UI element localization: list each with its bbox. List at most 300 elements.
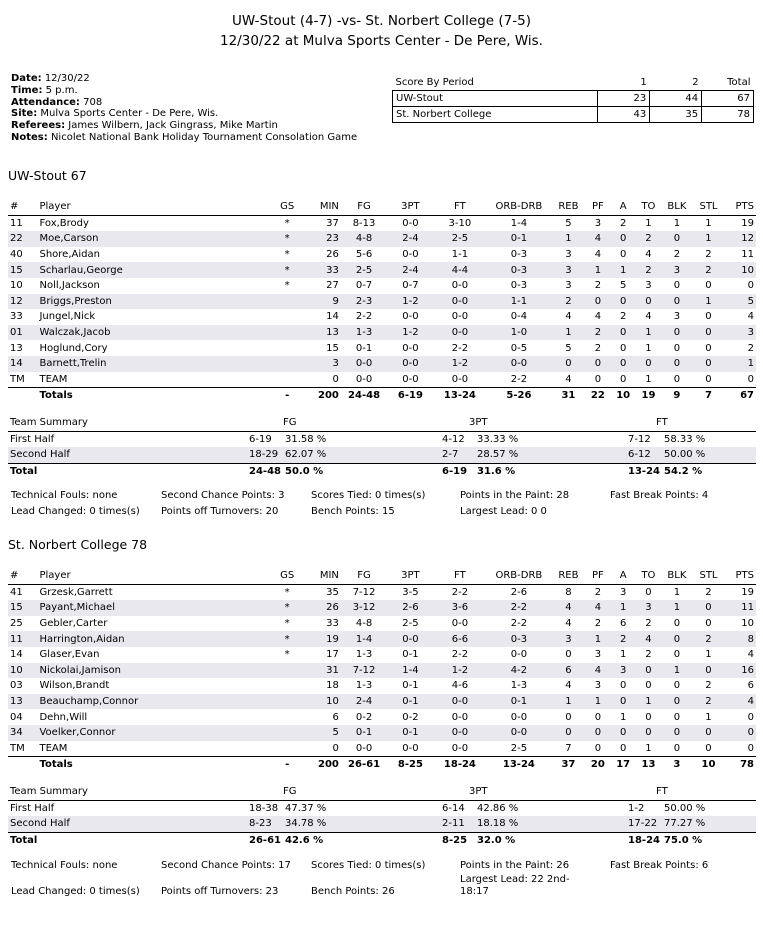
cell-player: TEAM: [39, 742, 68, 754]
cell-reb: 3: [565, 280, 572, 292]
player-row: [8, 356, 756, 372]
cell-fg: 4-8: [341, 231, 387, 247]
cell-blk: 0: [673, 711, 681, 723]
player-row: [8, 247, 756, 263]
summary-ft-header: FT: [656, 786, 668, 797]
cell-pts: 12: [724, 231, 756, 247]
cell-to: 1: [636, 325, 661, 341]
cell-fg: 0-1: [341, 725, 387, 741]
points-off-turnovers: Points off Turnovers: 20: [161, 506, 279, 517]
bench-points: Bench Points: 15: [311, 506, 395, 517]
cell-number: 03: [10, 680, 23, 692]
cell-ft: 18-24: [434, 757, 487, 773]
cell-three-pt: 1-2: [387, 294, 433, 310]
player-row: [8, 631, 756, 647]
cell-number: TM: [10, 742, 25, 754]
column-header-row: [8, 568, 756, 584]
cell-a: A: [611, 568, 636, 584]
cell-min: 35: [326, 586, 339, 598]
summary-total-label: Total: [10, 834, 38, 846]
cell-stl: 1: [705, 649, 712, 661]
summary-tp: 2-7: [442, 449, 459, 460]
cell-ft: 3-6: [434, 600, 487, 616]
cell-player: Barnett,Trelin: [37, 356, 269, 372]
technical-fouls: Technical Fouls: none: [11, 490, 118, 501]
cell-a: 2: [619, 311, 627, 323]
largest-lead: Largest Lead: 22 2nd-18:17: [460, 874, 570, 897]
score-p1: 23: [598, 91, 650, 107]
cell-a: 6: [619, 618, 627, 630]
game-info-referees: Referees: James Wilbern, Jack Gingrass, Mike Martin: [11, 120, 278, 132]
cell-to: 1: [645, 742, 652, 754]
summary-3pt-header: 3PT: [469, 417, 488, 428]
cell-blk: 3: [661, 262, 693, 278]
cell-to: 1: [645, 373, 652, 385]
cell-orb-drb: 1-0: [486, 325, 551, 341]
cell-min: 15: [326, 342, 339, 354]
cell-number: 10: [10, 280, 23, 292]
cell-gs: -: [269, 388, 305, 404]
period-1-header: 1: [598, 75, 650, 91]
summary-fg: 18-29: [249, 449, 279, 460]
cell-reb: 37: [552, 757, 586, 773]
cell-blk: 9: [661, 388, 693, 404]
cell-fg: 24-48: [341, 388, 387, 404]
cell-reb: 0: [552, 356, 586, 372]
score-by-period-header: [393, 75, 754, 91]
cell-blk: 0: [673, 618, 681, 630]
totals-row: [8, 388, 756, 404]
cell-blk: 3: [661, 757, 693, 773]
cell-player: Noll,Jackson: [39, 280, 100, 292]
score-by-period-title: Score By Period: [393, 75, 598, 91]
report-subtitle: 12/30/22 at Mulva Sports Center - De Pere, Wis.: [220, 33, 543, 49]
cell-orb-drb: 1-3: [510, 680, 528, 692]
cell-number: [8, 388, 37, 404]
summary-fg-header: FG: [283, 417, 297, 428]
cell-three-pt: 0-0: [402, 249, 419, 261]
score-by-period-table: [392, 75, 754, 123]
cell-orb-drb: 1-4: [510, 217, 528, 229]
cell-player: Moe,Carson: [37, 231, 269, 247]
cell-three-pt: 3PT: [387, 568, 433, 584]
cell-min: 23: [305, 231, 341, 247]
cell-blk: 1: [661, 600, 693, 616]
team-summary: [8, 784, 756, 848]
summary-title: Team Summary: [10, 786, 88, 797]
cell-reb: REB: [552, 568, 586, 584]
cell-player: Briggs,Preston: [37, 294, 269, 310]
cell-orb-drb: 0-3: [486, 262, 551, 278]
cell-pf: PF: [585, 199, 610, 215]
cell-a: 3: [611, 663, 636, 679]
summary-3pt-header: 3PT: [469, 786, 488, 797]
score-team: St. Norbert College: [393, 107, 598, 123]
cell-min: 13: [305, 325, 341, 341]
summary-tp: 4-12: [442, 433, 465, 445]
cell-player: Hoglund,Cory: [39, 342, 108, 354]
game-info-date: Date: 12/30/22: [11, 73, 90, 84]
cell-three-pt: 0-1: [402, 649, 419, 661]
cell-pf: 2: [594, 586, 602, 598]
cell-stl: 0: [705, 373, 712, 385]
cell-number: #: [8, 568, 37, 584]
summary-label: Second Half: [10, 449, 70, 460]
summary-title: Team Summary: [10, 417, 88, 428]
cell-pts: 4: [747, 649, 754, 661]
cell-fg: 0-0: [355, 742, 373, 754]
report-title: UW-Stout (4-7) -vs- St. Norbert College (7-5): [232, 13, 531, 29]
cell-player: Walczak,Jacob: [37, 325, 269, 341]
cell-orb-drb: 0-0: [510, 649, 528, 661]
cell-blk: 0: [661, 725, 693, 741]
summary-ft: 17-22: [628, 818, 658, 829]
cell-fg: 2-2: [355, 311, 373, 323]
cell-three-pt: 3-5: [402, 586, 419, 598]
summary-tp: 2-11: [442, 818, 465, 829]
player-row: [8, 694, 756, 710]
cell-min: 3: [305, 356, 341, 372]
cell-stl: 0: [693, 600, 725, 616]
cell-a: 0: [619, 342, 627, 354]
cell-stl: 0: [693, 725, 725, 741]
summary-ft: 6-12: [628, 449, 651, 460]
cell-gs: *: [269, 231, 305, 247]
cell-reb: 3: [552, 262, 586, 278]
cell-gs: [269, 725, 305, 741]
cell-reb: 1: [552, 231, 586, 247]
cell-fg: 0-1: [355, 342, 373, 354]
player-row: [8, 231, 756, 247]
cell-reb: 4: [565, 680, 572, 692]
cell-stl: 1: [693, 294, 725, 310]
technical-fouls: Technical Fouls: none: [11, 860, 118, 871]
cell-fg: 26-61: [341, 757, 387, 773]
cell-fg: 8-13: [352, 217, 376, 229]
cell-min: 200: [305, 757, 341, 773]
summary-total-tp: 8-25: [442, 834, 468, 846]
cell-orb-drb: 0-1: [486, 231, 551, 247]
cell-a: 0: [611, 694, 636, 710]
summary-total-tp: 6-19: [442, 465, 468, 477]
cell-stl: 2: [705, 249, 712, 261]
cell-fg: 5-6: [355, 249, 373, 261]
cell-ft: 0-0: [451, 280, 469, 292]
cell-orb-drb: 13-24: [486, 757, 551, 773]
cell-min: 6: [332, 711, 339, 723]
cell-pf: 3: [594, 680, 602, 692]
cell-blk: 0: [661, 325, 693, 341]
cell-a: 0: [619, 249, 627, 261]
cell-ft: 1-2: [434, 663, 487, 679]
summary-ft-pct: 50.00 %: [664, 802, 706, 814]
cell-min: 200: [305, 388, 341, 404]
cell-reb: 5: [565, 342, 572, 354]
cell-player: Shore,Aidan: [39, 249, 100, 261]
cell-orb-drb: 5-26: [486, 388, 551, 404]
cell-a: A: [611, 199, 636, 215]
cell-to: 3: [636, 600, 661, 616]
cell-player: Grzesk,Garrett: [39, 586, 113, 598]
summary-header-row: [8, 784, 756, 801]
cell-pf: 3: [594, 217, 602, 229]
cell-reb: 1: [552, 694, 586, 710]
cell-orb-drb: 0-3: [510, 280, 528, 292]
cell-reb: 4: [552, 600, 586, 616]
cell-pts: 8: [724, 631, 756, 647]
cell-gs: [269, 372, 305, 388]
cell-pf: PF: [585, 568, 610, 584]
cell-orb-drb: 2-2: [510, 373, 528, 385]
cell-orb-drb: 0-0: [510, 711, 528, 723]
cell-fg: 2-4: [341, 694, 387, 710]
cell-orb-drb: ORB-DRB: [486, 568, 551, 584]
cell-orb-drb: 0-1: [486, 694, 551, 710]
cell-pts: 4: [724, 694, 756, 710]
cell-three-pt: 0-0: [402, 373, 419, 385]
cell-a: 1: [611, 600, 636, 616]
cell-min: 14: [326, 311, 339, 323]
summary-tp-pct: 42.86 %: [477, 802, 519, 814]
cell-three-pt: 0-1: [387, 694, 433, 710]
cell-pf: 3: [594, 649, 602, 661]
cell-ft: 0-0: [434, 694, 487, 710]
totals-row: [8, 757, 756, 773]
cell-ft: 4-4: [434, 262, 487, 278]
cell-three-pt: 0-2: [402, 711, 419, 723]
cell-pf: 0: [594, 711, 602, 723]
cell-number: 33: [10, 311, 23, 323]
cell-min: 33: [305, 262, 341, 278]
cell-player: Scharlau,George: [37, 262, 269, 278]
cell-ft: 4-6: [451, 680, 469, 692]
game-info-site: Site: Mulva Sports Center - De Pere, Wis.: [11, 108, 219, 120]
cell-gs: *: [269, 262, 305, 278]
cell-ft: 13-24: [434, 388, 487, 404]
cell-stl: 0: [705, 342, 712, 354]
points-off-turnovers: Points off Turnovers: 23: [161, 886, 279, 897]
cell-reb: 0: [565, 711, 572, 723]
cell-min: MIN: [305, 199, 341, 215]
player-row: [8, 616, 756, 632]
summary-label: First Half: [10, 802, 55, 814]
scores-tied: Scores Tied: 0 times(s): [311, 490, 426, 501]
cell-pts: 11: [724, 600, 756, 616]
cell-pf: 4: [585, 231, 610, 247]
cell-min: 5: [305, 725, 341, 741]
cell-number: 01: [8, 325, 37, 341]
team-summary: [8, 415, 756, 479]
summary-fg-pct: 31.58 %: [285, 433, 327, 445]
cell-fg: 0-2: [355, 711, 373, 723]
cell-number: 22: [8, 231, 37, 247]
cell-gs: GS: [269, 199, 305, 215]
cell-number: 15: [8, 262, 37, 278]
cell-blk: 0: [673, 373, 681, 385]
cell-a: 2: [611, 631, 636, 647]
player-row: [8, 600, 756, 616]
cell-fg: 7-12: [352, 586, 376, 598]
cell-gs: *: [269, 600, 305, 616]
summary-tp-pct: 33.33 %: [477, 433, 519, 445]
cell-ft: 2-2: [451, 342, 469, 354]
cell-to: 13: [636, 757, 661, 773]
cell-pf: 20: [585, 757, 610, 773]
summary-ft: 1-2: [628, 802, 645, 814]
cell-number: 25: [10, 618, 23, 630]
cell-player: Voelker,Connor: [37, 725, 269, 741]
cell-number: 13: [10, 342, 23, 354]
lead-changed: Lead Changed: 0 times(s): [11, 506, 140, 517]
cell-a: 0: [611, 231, 636, 247]
cell-reb: 4: [565, 618, 572, 630]
cell-pf: 4: [585, 600, 610, 616]
summary-total-label: Total: [10, 465, 38, 477]
cell-fg: 7-12: [341, 663, 387, 679]
player-row: [8, 340, 756, 356]
box-score-table: [8, 199, 756, 404]
player-row: [8, 372, 756, 388]
cell-to: 0: [636, 663, 661, 679]
cell-ft: 2-2: [451, 586, 469, 598]
summary-ft: 7-12: [628, 433, 651, 445]
cell-orb-drb: 2-2: [486, 600, 551, 616]
cell-stl: 0: [705, 280, 712, 292]
score-row-uw-stout: [393, 91, 754, 107]
cell-a: 3: [619, 586, 627, 598]
cell-pts: 2: [747, 342, 754, 354]
cell-pts: 6: [747, 680, 754, 692]
cell-orb-drb: 2-5: [510, 742, 528, 754]
cell-number: #: [8, 199, 37, 215]
cell-pts: 19: [741, 586, 754, 598]
cell-blk: 1: [673, 586, 681, 598]
cell-ft: 6-6: [434, 631, 487, 647]
cell-pts: 1: [724, 356, 756, 372]
largest-lead: Largest Lead: 0 0: [460, 506, 547, 517]
cell-pf: 0: [594, 373, 602, 385]
cell-three-pt: 3PT: [387, 199, 433, 215]
lead-changed: Lead Changed: 0 times(s): [11, 886, 140, 897]
cell-gs: *: [284, 586, 290, 598]
cell-a: 0: [611, 725, 636, 741]
summary-total-fg-pct: 42.6 %: [285, 834, 324, 846]
cell-pf: 4: [594, 249, 602, 261]
summary-header-row: [8, 415, 756, 432]
cell-fg: 4-8: [355, 618, 373, 630]
cell-three-pt: 0-7: [402, 280, 419, 292]
cell-fg: 2-5: [341, 262, 387, 278]
cell-stl: 7: [693, 388, 725, 404]
cell-stl: STL: [693, 568, 725, 584]
cell-to: 2: [636, 231, 661, 247]
cell-to: 1: [645, 217, 652, 229]
cell-to: 0: [636, 356, 661, 372]
cell-fg: 0-7: [355, 280, 373, 292]
score-p2: 35: [650, 107, 702, 123]
summary-tp-pct: 28.57 %: [477, 449, 519, 460]
score-team: UW-Stout: [393, 91, 598, 107]
summary-fg-pct: 34.78 %: [285, 818, 327, 829]
cell-player: Totals: [37, 388, 269, 404]
cell-player: Payant,Michael: [37, 600, 269, 616]
player-row: [8, 294, 756, 310]
summary-ft-header: FT: [656, 417, 668, 428]
cell-stl: 2: [705, 680, 712, 692]
cell-gs: *: [284, 217, 290, 229]
cell-reb: 4: [565, 311, 572, 323]
cell-reb: 8: [565, 586, 572, 598]
cell-three-pt: 2-4: [387, 231, 433, 247]
cell-stl: 2: [705, 586, 712, 598]
cell-orb-drb: 0-3: [486, 631, 551, 647]
cell-stl: 2: [693, 694, 725, 710]
cell-three-pt: 0-0: [402, 342, 419, 354]
cell-gs: [269, 678, 305, 694]
cell-ft: 1-2: [434, 356, 487, 372]
cell-gs: [269, 309, 305, 325]
fast-break-points: Fast Break Points: 4: [610, 490, 709, 501]
cell-pts: 0: [747, 742, 754, 754]
game-info-notes: Notes: Nicolet National Bank Holiday Tournament Consolation Game: [11, 131, 358, 143]
cell-to: 0: [636, 294, 661, 310]
cell-stl: 2: [693, 262, 725, 278]
summary-fg-pct: 62.07 %: [285, 449, 327, 460]
cell-ft: 0-0: [451, 373, 469, 385]
cell-pf: 0: [585, 294, 610, 310]
cell-number: 11: [8, 631, 37, 647]
cell-reb: 3: [565, 249, 572, 261]
score-row-st-norbert: [393, 107, 754, 123]
cell-pf: 0: [594, 742, 602, 754]
cell-orb-drb: 0-0: [486, 356, 551, 372]
cell-stl: STL: [693, 199, 725, 215]
cell-to: 4: [645, 311, 652, 323]
cell-number: 10: [8, 663, 37, 679]
cell-min: 17: [326, 649, 339, 661]
cell-orb-drb: 0-5: [510, 342, 528, 354]
summary-fg: 18-38: [249, 802, 279, 814]
cell-number: 13: [8, 694, 37, 710]
cell-pf: 0: [585, 356, 610, 372]
cell-min: MIN: [305, 568, 341, 584]
summary-total-fg: 26-61: [249, 834, 281, 846]
points-in-paint: Points in the Paint: 28: [460, 490, 570, 501]
summary-total-tp-pct: 32.0 %: [477, 834, 516, 846]
cell-blk: 3: [673, 311, 681, 323]
cell-pf: 4: [594, 311, 602, 323]
team-heading: St. Norbert College 78: [8, 537, 148, 552]
cell-reb: 2: [552, 294, 586, 310]
player-row: [8, 663, 756, 679]
cell-player: Gebler,Carter: [39, 618, 108, 630]
cell-pts: PTS: [724, 568, 756, 584]
player-row: [8, 309, 756, 325]
cell-number: 15: [8, 600, 37, 616]
cell-blk: 0: [661, 694, 693, 710]
cell-blk: 0: [673, 742, 681, 754]
cell-pf: 2: [585, 325, 610, 341]
cell-pts: 0: [747, 280, 754, 292]
cell-pf: 4: [585, 663, 610, 679]
cell-gs: [269, 340, 305, 356]
cell-pf: 2: [594, 342, 602, 354]
cell-blk: 1: [673, 217, 681, 229]
cell-min: 26: [305, 600, 341, 616]
cell-blk: 0: [661, 294, 693, 310]
summary-row: [8, 447, 756, 463]
cell-gs: [269, 356, 305, 372]
